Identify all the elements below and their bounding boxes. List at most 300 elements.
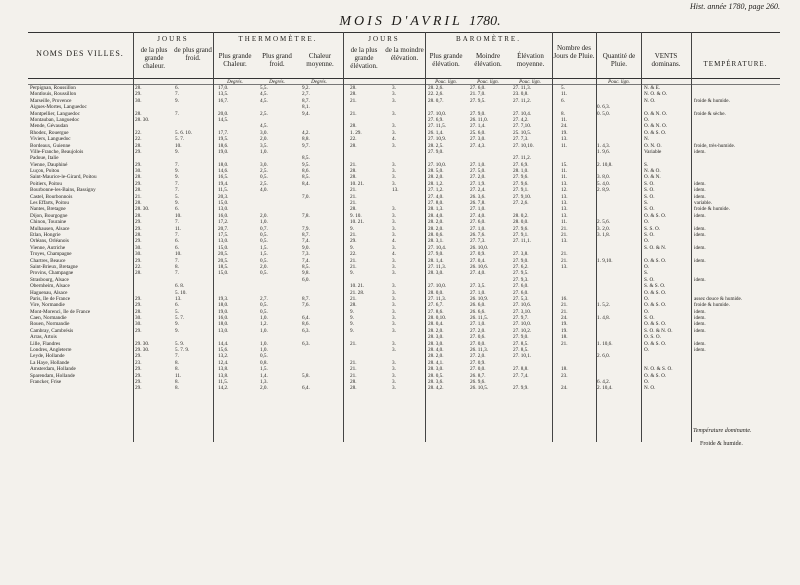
cell-n: 11. (561, 142, 568, 149)
city-name: Nantes, Bretagne (30, 206, 66, 213)
cell-j2: 6. (175, 302, 179, 309)
cell-j2: 7. (175, 231, 179, 238)
cell-j2: 5. 7. (175, 136, 185, 143)
cell-t3: 9,8. (302, 270, 310, 277)
cell-t1: 20,5. (218, 251, 229, 258)
cell-b1: 9. (350, 270, 354, 277)
cell-b1: 21. (350, 187, 357, 194)
cell-b1: 9. (350, 321, 354, 328)
cell-j2: 7. (175, 180, 179, 187)
cell-p1: 27. 10,0. (428, 161, 447, 168)
cell-p1: 28. 2,0. (428, 225, 444, 232)
cell-temperature: variable. (694, 200, 713, 207)
cell-j2: 10. (175, 251, 182, 258)
cell-b2: 3. (392, 283, 396, 290)
cell-j2: 7. (175, 161, 179, 168)
cell-p2: 27. 6,0. (470, 85, 486, 91)
cell-p1: 28. 0,10. (428, 315, 447, 322)
cell-t3: 6,4. (302, 385, 310, 392)
city-name: Etlan, Hongrie (30, 231, 61, 238)
cell-t2: 1,2. (260, 321, 268, 328)
cell-p3: 27. 9,10. (513, 193, 532, 200)
cell-p3: 27. 10,10. (513, 142, 534, 149)
cell-v: O. & S. O. (644, 257, 667, 264)
cell-b2: 3. (392, 372, 396, 379)
cell-t1: 16,0. (218, 315, 229, 322)
cell-p1: 27. 9,0. (428, 148, 444, 155)
cell-t3: 8,6. (302, 168, 310, 175)
cell-v: N. (644, 136, 650, 143)
cell-t2: 2,0. (260, 385, 268, 392)
cell-p1: 28. 3,6. (428, 378, 444, 385)
cell-j2: 8. (175, 385, 179, 392)
cell-p1: 28. 0,4. (428, 321, 444, 328)
cell-v: S. O. (644, 187, 655, 194)
cell-j1: 28. 30. (135, 116, 150, 123)
cell-n: 21. (561, 231, 568, 238)
cell-j2: 5. 10. (175, 289, 187, 296)
cell-p1: 27. 11,3. (428, 295, 446, 302)
cell-t2: 0,5. (260, 238, 268, 245)
cell-q: 0. 6,3. (597, 104, 610, 111)
cell-n: 19. (561, 327, 568, 334)
cell-p3: 27. 9,0. (513, 334, 529, 341)
cell-p2: 27. 1,4. (470, 123, 486, 130)
cell-j1: 30. (135, 251, 142, 258)
cell-b2: 3. (392, 321, 396, 328)
cell-t1: 15,0. (218, 270, 229, 277)
cell-p1: 22. 2,6. (428, 91, 444, 98)
cell-p2: 27. 4,0. (470, 270, 486, 277)
col-sep (552, 32, 553, 442)
cell-temperature: idem. (694, 212, 706, 219)
cell-t2: 1,5. (260, 366, 268, 373)
cell-v: O. & S. O. (644, 129, 667, 136)
cell-b1: 21. (350, 161, 357, 168)
cell-t2: 0,5. (260, 353, 268, 360)
cell-t1: 18,0. (218, 302, 229, 309)
cell-n: 21. (561, 340, 568, 347)
cell-p1: 28. 0,0. (428, 289, 444, 296)
cell-p1: 28. 3,0. (428, 366, 444, 373)
cell-v: S. (644, 161, 649, 168)
cell-t3: 7,6. (302, 302, 310, 309)
cell-v: O. & N. O. (644, 110, 668, 117)
cell-p1: 28. 0,6. (428, 231, 444, 238)
cell-b1: 10. 21. (350, 219, 365, 226)
cell-t3: 8,6. (302, 321, 310, 328)
cell-p1: 27. 6,7. (428, 302, 444, 309)
cell-j1: 28. (135, 308, 142, 315)
cell-t1: 20,0. (218, 110, 229, 117)
cell-t1: 11,5. (218, 378, 229, 385)
cell-t1: 19,5. (218, 136, 229, 143)
cell-t3: 6,3. (302, 340, 310, 347)
cell-j1: 29. (135, 378, 142, 385)
cell-p3: 27. 6,0. (513, 283, 529, 290)
cell-p1: 27. 10,4. (428, 244, 447, 251)
cell-j1: 29. (135, 295, 142, 302)
cell-p3: 27. 6,9. (513, 161, 529, 168)
cell-temperature: idem. (694, 148, 706, 155)
city-name: Marseille, Provence (30, 97, 72, 104)
cell-p2: 27. 0,0. (470, 340, 486, 347)
cell-t2: 2,5. (260, 180, 268, 187)
cell-v: O. (644, 238, 650, 245)
header-rule-mid (28, 78, 780, 79)
cell-temperature: froide & humide. (694, 97, 730, 104)
cell-t2: 1,5. (260, 244, 268, 251)
cell-j2: 11. (175, 372, 182, 379)
cell-b1: 28. (350, 142, 357, 149)
cell-b2: 3. (392, 315, 396, 322)
cell-p2: 26. 3,6. (470, 193, 486, 200)
cell-p1: 27. 4,0. (428, 193, 444, 200)
cell-v: O. (644, 378, 650, 385)
city-name: Rouen, Normandie (30, 321, 70, 328)
cell-p2: 26. 11,3. (470, 347, 488, 354)
cell-p2: 26. 10,5. (470, 385, 489, 392)
cell-j1: 29. (135, 225, 142, 232)
cell-temperature: froide & sèche. (694, 110, 726, 117)
cell-v: O. N. O. (644, 142, 662, 149)
city-name: Haguenau, Alsace (30, 289, 68, 296)
cell-v: S. & S. O. (644, 283, 666, 290)
cell-b1: 28. (350, 174, 357, 181)
unit-pouces: Pouc. lign. (519, 80, 541, 85)
cell-j2: 5. 6. 10. (175, 129, 192, 136)
cell-b1: 21. (350, 366, 357, 373)
cell-t1: 13,0. (218, 238, 229, 245)
cell-t3: 9,4. (302, 110, 310, 117)
cell-t3: 8,7. (302, 231, 310, 238)
cell-t2: 0,5. (260, 270, 268, 277)
cell-p3: 27. 10,4. (513, 110, 532, 117)
cell-v: O. & S. O. (644, 289, 667, 296)
cell-v: O. (644, 263, 650, 270)
city-name: Strasbourg, Alsace (30, 276, 69, 283)
cell-j2: 10. (175, 142, 182, 149)
cell-n: 18. (561, 334, 568, 341)
cell-p3: 27. 9,6. (513, 174, 529, 181)
cell-q: 3. 2,0. (597, 225, 610, 232)
cell-t1: 15,6. (218, 347, 229, 354)
cell-j2: 8. (175, 359, 179, 366)
cell-q: 2. 8,9. (597, 187, 610, 194)
cell-b1: 21. (350, 200, 357, 207)
cell-t1: 13,0. (218, 327, 229, 334)
cell-q: 6. 4,2. (597, 378, 610, 385)
cell-n: 24. (561, 123, 568, 130)
cell-b2: 3. (392, 385, 396, 392)
cell-p1: 28. 2,0. (428, 174, 444, 181)
cell-p1: 27. 8,6. (428, 308, 444, 315)
city-name: Troyes, Champagne (30, 251, 72, 258)
city-name: Mulhausen, Alsace (30, 225, 70, 232)
cell-v: N. O. (644, 97, 656, 104)
cell-n: 13. (561, 200, 568, 207)
cell-p1: 28. 0,5. (428, 372, 444, 379)
cell-t3: 4,2. (302, 129, 310, 136)
cell-j2: 7. (175, 110, 179, 117)
cell-n: 13. (561, 212, 568, 219)
city-name: Mont-Morenci, Ile de France (30, 308, 91, 315)
cell-t1: 17,5. (218, 231, 229, 238)
col-sep (213, 32, 214, 442)
cell-t1: 20,5. (218, 257, 229, 264)
cell-t3: 9,5. (302, 161, 310, 168)
cell-q: 5. 4,0. (597, 180, 610, 187)
city-name: Rhodez, Rouergue (30, 129, 69, 136)
cell-n: 13. (561, 206, 568, 213)
cell-t2: 1,4. (260, 372, 268, 379)
cell-t1: 11,5. (218, 187, 229, 194)
unit-degres: Degrés. (311, 80, 327, 85)
cell-t1: 12,4. (218, 359, 229, 366)
cell-j2: 7. (175, 270, 179, 277)
cell-b2: 3. (392, 180, 396, 187)
cell-p3: 28. 1,0. (513, 168, 529, 175)
city-name: Padoue, Italie (30, 155, 59, 162)
city-name: Cambray, Cambrésis (30, 327, 74, 334)
cell-j2: 8. (175, 378, 179, 385)
cell-j1: 29. (135, 238, 142, 245)
col-sep (641, 32, 642, 442)
cell-p2: 27. 0,6. (470, 334, 486, 341)
cell-t1: 13,2. (218, 353, 229, 360)
city-name: Francker, Frise (30, 378, 62, 385)
title-month: MOIS D'AVRIL (339, 14, 463, 29)
cell-j1: 22. (135, 263, 142, 270)
city-name: Leyde, Hollande (30, 353, 65, 360)
cell-b1: 21. (350, 257, 357, 264)
cell-j1: 28. (135, 85, 142, 91)
cell-b2: 3. (392, 263, 396, 270)
cell-t1: 17,0. (218, 85, 229, 91)
cell-t2: 3,5. (260, 142, 268, 149)
cell-t2: 3,0. (260, 161, 268, 168)
cell-j2: 10. (175, 212, 182, 219)
cell-p2: 27. 0,9. (470, 359, 486, 366)
cell-b1: 22. (350, 136, 357, 143)
cell-b2: 4. (392, 251, 396, 258)
cell-t1: 14,2. (218, 385, 229, 392)
cell-p3: 27. 7,10. (513, 123, 532, 130)
cell-b2: 3. (392, 225, 396, 232)
city-name: Mende, Gévaudan (30, 123, 69, 130)
cell-q: 1. 9,10. (597, 257, 613, 264)
cell-p2: 27. 2,4. (470, 187, 486, 194)
cell-t2: 1,5. (260, 251, 268, 258)
cell-p3: 28. 0,2. (513, 212, 529, 219)
cell-t3: 8,7. (302, 97, 310, 104)
cell-v: S. O. & N. O. (644, 327, 673, 334)
cell-p1: 28. 0,7. (428, 97, 444, 104)
cell-j1: 29. (135, 161, 142, 168)
cell-j2: 9. (175, 168, 179, 175)
city-name: Vienne, Dauphiné (30, 161, 68, 168)
cell-v: S. O. (644, 231, 655, 238)
city-name: Chinon, Touraine (30, 219, 67, 226)
cell-p3: 27. 6,2. (513, 263, 529, 270)
cell-q: 1. 9,6. (597, 148, 610, 155)
cell-b1: 21. (350, 263, 357, 270)
cell-t1: 16,0. (218, 212, 229, 219)
cell-q: 1. 4,3. (597, 142, 610, 149)
cell-b2: 4. (392, 238, 396, 245)
cell-temperature: idem. (694, 321, 706, 328)
cell-t1: 14,6. (218, 168, 229, 175)
cell-b2: 3. (392, 366, 396, 373)
cell-v: S. O. & N. (644, 244, 667, 251)
cell-t2: 3,0. (260, 129, 268, 136)
unit-pouces: Pouc. lign. (477, 80, 499, 85)
cell-p3: 27. 9,1. (513, 187, 529, 194)
cell-v: O. (644, 295, 650, 302)
cell-v: S. O. (644, 276, 655, 283)
cell-p2: 26. 6,0. (470, 302, 486, 309)
cell-temperature: froide, très-humide. (694, 142, 736, 149)
cell-p1: 28. 4,0. (428, 212, 444, 219)
cell-t3: 9,7. (302, 142, 310, 149)
cell-v: S. O. (644, 180, 655, 187)
cell-t1: 13,8. (218, 372, 229, 379)
cell-q: 2. 6,0. (597, 353, 610, 360)
cell-b2: 3. (392, 168, 396, 175)
cell-t3: 7,3. (302, 251, 310, 258)
col-sep (691, 32, 692, 442)
cell-n: 8. (561, 110, 565, 117)
cell-j2: 6. 8. (175, 283, 185, 290)
cell-j1: 28. (135, 187, 142, 194)
cell-v: O. & S. O. (644, 321, 667, 328)
cell-t1: 18,0. (218, 321, 229, 328)
cell-t1: 14,4. (218, 340, 229, 347)
cell-j2: 6. (175, 85, 179, 91)
cell-n: 24. (561, 315, 568, 322)
cell-j1: 29. (135, 180, 142, 187)
cell-p3: 27. 9,6. (513, 180, 529, 187)
cell-v: S. O. (644, 206, 655, 213)
cell-p1: 28. 2,0. (428, 219, 444, 226)
city-name: La Haye, Hollande (30, 359, 70, 366)
cell-t1: 20,7. (218, 225, 229, 232)
cell-t1: 20,3. (218, 193, 229, 200)
cell-t2: 2,5. (260, 110, 268, 117)
cell-j1: 28. (135, 212, 142, 219)
cell-p1: 27. 10,0. (428, 110, 447, 117)
cell-v: O. & S. O. (644, 212, 667, 219)
cell-j2: 9. (175, 327, 179, 334)
cell-t3: 8,1. (302, 104, 310, 111)
cell-b2: 3. (392, 231, 396, 238)
cell-j1: 28. (135, 110, 142, 117)
city-name: Sparendam, Hollande (30, 372, 75, 379)
cell-b2: 3. (392, 327, 396, 334)
cell-j2: 8. (175, 263, 179, 270)
cell-b1: 9. (350, 225, 354, 232)
cell-t3: 7,4. (302, 257, 310, 264)
cell-p1: 28. 4,2. (428, 385, 444, 392)
cell-v: N. O. & O. (644, 91, 668, 98)
cell-q: 2. 10,8. (597, 161, 613, 168)
cell-b2: 3. (392, 302, 396, 309)
cell-p1: 28. 3,0. (428, 334, 444, 341)
cell-t2: 2,7. (260, 295, 268, 302)
cell-t1: 15,0. (218, 200, 229, 207)
cell-t3: 8,5. (302, 263, 310, 270)
cell-p3: 28. 0,0. (513, 219, 529, 226)
city-name: Arras, Artois (30, 334, 57, 341)
cell-v: Variable (644, 148, 662, 155)
cell-n: 11. (561, 116, 568, 123)
unit-degres: Degrés. (227, 80, 243, 85)
cell-t2: 5,5. (260, 85, 268, 91)
cell-p2: 26. 10,0. (470, 244, 489, 251)
cell-j1: 28. (135, 231, 142, 238)
cell-p2: 26. 11,0. (470, 116, 488, 123)
cell-j1: 29. (135, 385, 142, 392)
cell-n: 12. (561, 187, 568, 194)
cell-j1: 29. (135, 257, 142, 264)
cell-p2: 26. 7,8. (470, 200, 486, 207)
cell-p3: 27. 10,1. (513, 353, 532, 360)
cell-p3: 27. 11,1. (513, 238, 531, 245)
cell-t1: 18,6. (218, 142, 229, 149)
city-name: Montauban, Languedoc (30, 116, 80, 123)
cell-t2: 1,0. (260, 327, 268, 334)
header-rule-top (28, 32, 780, 33)
cell-p3: 27. 10,2. (513, 327, 532, 334)
header-thermo-froid: Plus grand froid. (262, 52, 292, 68)
city-name: Bordeaux, Guienne (30, 142, 71, 149)
cell-b1: 9. (350, 244, 354, 251)
cell-p3: 27. 9,0. (513, 257, 529, 264)
cell-p1: 27. 6,9. (428, 116, 444, 123)
cell-j1: 29. (135, 302, 142, 309)
cell-p3: 27. 11,3. (513, 85, 531, 91)
cell-v: O. & N. (644, 174, 661, 181)
cell-t1: 18,0. (218, 161, 229, 168)
cell-p2: 27. 0,4. (470, 257, 486, 264)
cell-t2: 0,7. (260, 225, 268, 232)
cell-p2: 27. 6,0. (470, 219, 486, 226)
cell-t3: 2,7. (302, 91, 310, 98)
cell-p1: 28. 2,6. (428, 85, 444, 91)
header-jours-elevation: de la plus grande élévation. (350, 46, 378, 70)
cell-j2: 9. (175, 200, 179, 207)
cell-t2: 1,0. (260, 340, 268, 347)
cell-v: N. O. & S. O. (644, 366, 673, 373)
cell-v: O. (644, 219, 650, 226)
cell-p1: 28. 2,0. (428, 353, 444, 360)
header-jours-2: JOURS (368, 35, 400, 43)
cell-p2: 27. 2,0. (470, 174, 486, 181)
cell-n: 13. (561, 136, 568, 143)
cell-n: 21. (561, 308, 568, 315)
cell-p1: 27. 11,5. (428, 123, 446, 130)
header-jours-1: JOURS (157, 35, 189, 43)
cell-temperature: idem. (694, 257, 706, 264)
cell-j2: 11. (175, 225, 182, 232)
cell-temperature: assez douce & humide. (694, 295, 743, 302)
cell-temperature: froide & humide. (694, 206, 730, 213)
cell-temperature: idem. (694, 308, 706, 315)
cell-p1: 27. 10,9. (428, 136, 447, 143)
cell-b1: 9. 10. (350, 212, 362, 219)
unit-degres: Degrés. (269, 80, 285, 85)
cell-j2: 9. (175, 97, 179, 104)
